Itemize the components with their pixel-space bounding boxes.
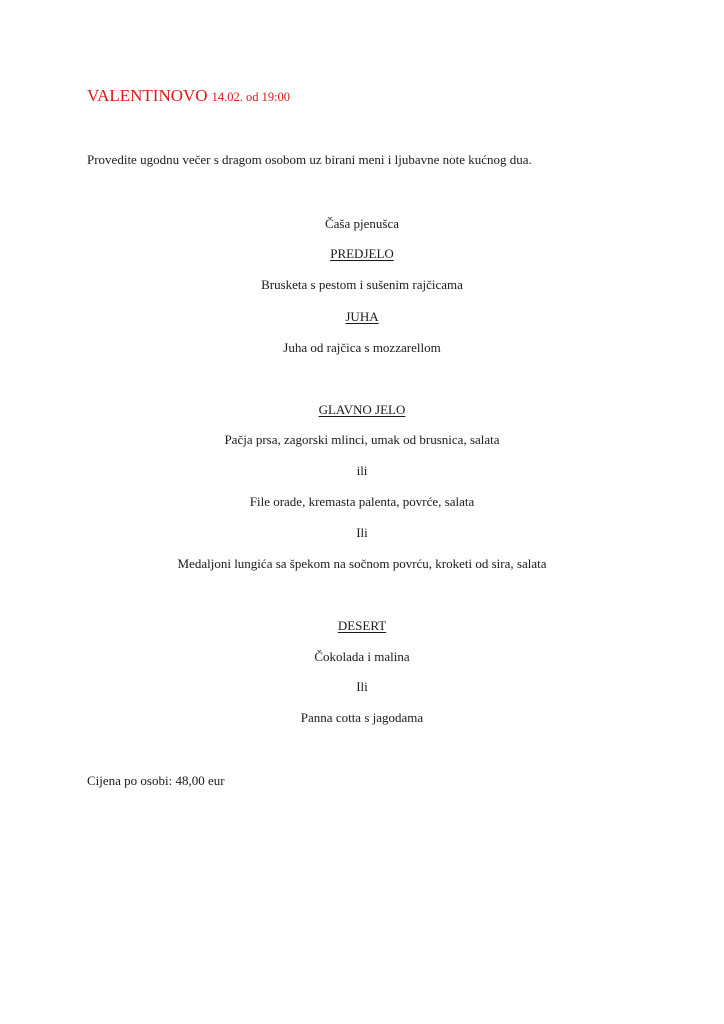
price-per-person: Cijena po osobi: 48,00 eur bbox=[87, 773, 225, 788]
main-course-option-2: File orade, kremasta palenta, povrće, salata bbox=[249, 494, 475, 509]
starter-item: Brusketa s pestom i sušenim rajčicama bbox=[261, 277, 463, 292]
starter-heading: PREDJELO bbox=[330, 246, 394, 261]
or-separator-3: Ili bbox=[356, 679, 368, 694]
event-name: VALENTINOVO bbox=[87, 86, 208, 105]
welcome-drink: Čaša pjenušca bbox=[324, 216, 399, 231]
main-course-option-1: Pačja prsa, zagorski mlinci, umak od brusnica, salata bbox=[224, 432, 500, 447]
intro-text: Provedite ugodnu večer s dragom osobom uz birani meni i ljubavne note kućnog dua. bbox=[87, 152, 532, 167]
main-course-heading: GLAVNO JELO bbox=[318, 402, 406, 417]
dessert-heading: DESERT bbox=[337, 618, 387, 633]
dessert-option-1: Čokolada i malina bbox=[314, 649, 410, 664]
or-separator-2: Ili bbox=[356, 525, 368, 540]
soup-item: Juha od rajčica s mozzarellom bbox=[283, 340, 441, 355]
event-title bbox=[87, 86, 290, 107]
soup-heading: JUHA bbox=[345, 309, 379, 324]
dessert-option-2: Panna cotta s jagodama bbox=[300, 710, 424, 725]
event-date-time: 14.02. od 19:00 bbox=[211, 90, 291, 104]
main-course-option-3: Medaljoni lungića sa špekom na sočnom povrću, kroketi od sira, salata bbox=[177, 556, 547, 571]
or-separator-1: ili bbox=[356, 463, 368, 478]
